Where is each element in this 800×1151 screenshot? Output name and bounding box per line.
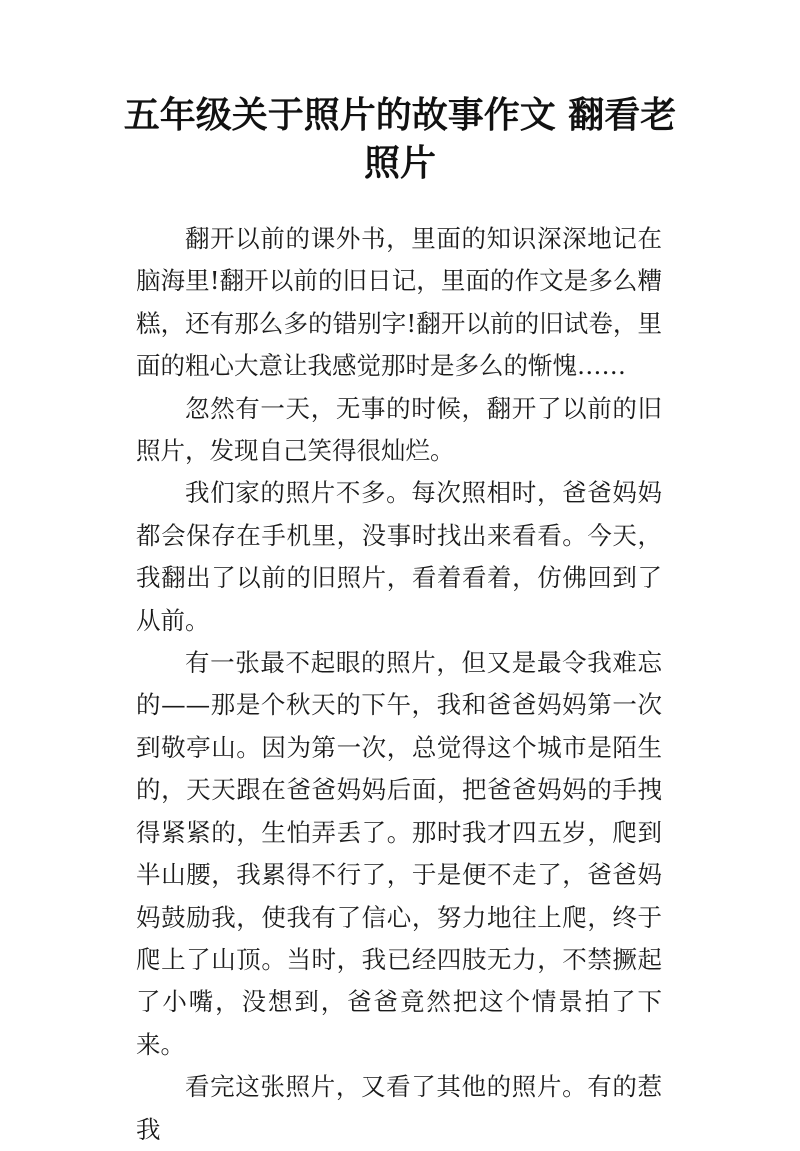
paragraph: 翻开以前的课外书，里面的知识深深地记在脑海里!翻开以前的旧日记，里面的作文是多么糟糕，还有那么多的错别字!翻开以前的旧试卷，里面的粗心大意让我感觉那时是多么的惭愧…… bbox=[136, 224, 662, 381]
paragraph: 有一张最不起眼的照片，但又是最令我难忘的——那是个秋天的下午，我和爸爸妈妈第一次到敬亭山。因为第一次，总觉得这个城市是陌生的，天天跟在爸爸妈妈后面，把爸爸妈妈的手拽得紧紧的，生怕弄丢了。那时我才四五岁，爬到半山腰，我累得不行了，于是便不走了，爸爸妈妈鼓励我，使我有了信心，努力地往上爬，终于爬上了山顶。当时，我已经四肢无力，不禁撅起了小嘴，没想到，爸爸竟然把这个情景拍了下来。 bbox=[136, 648, 662, 1059]
document-title: 五年级关于照片的故事作文 翻看老照片 bbox=[123, 95, 677, 184]
paragraph: 忽然有一天，无事的时候，翻开了以前的旧照片，发现自己笑得很灿烂。 bbox=[136, 393, 662, 466]
document-body bbox=[136, 218, 662, 1151]
paragraph: 看完这张照片，又看了其他的照片。有的惹我 bbox=[136, 1072, 662, 1144]
paragraph: 我们家的照片不多。每次照相时，爸爸妈妈都会保存在手机里，没事时找出来看看。今天，我翻出了以前的旧照片，看着看着，仿佛回到了从前。 bbox=[136, 478, 662, 635]
